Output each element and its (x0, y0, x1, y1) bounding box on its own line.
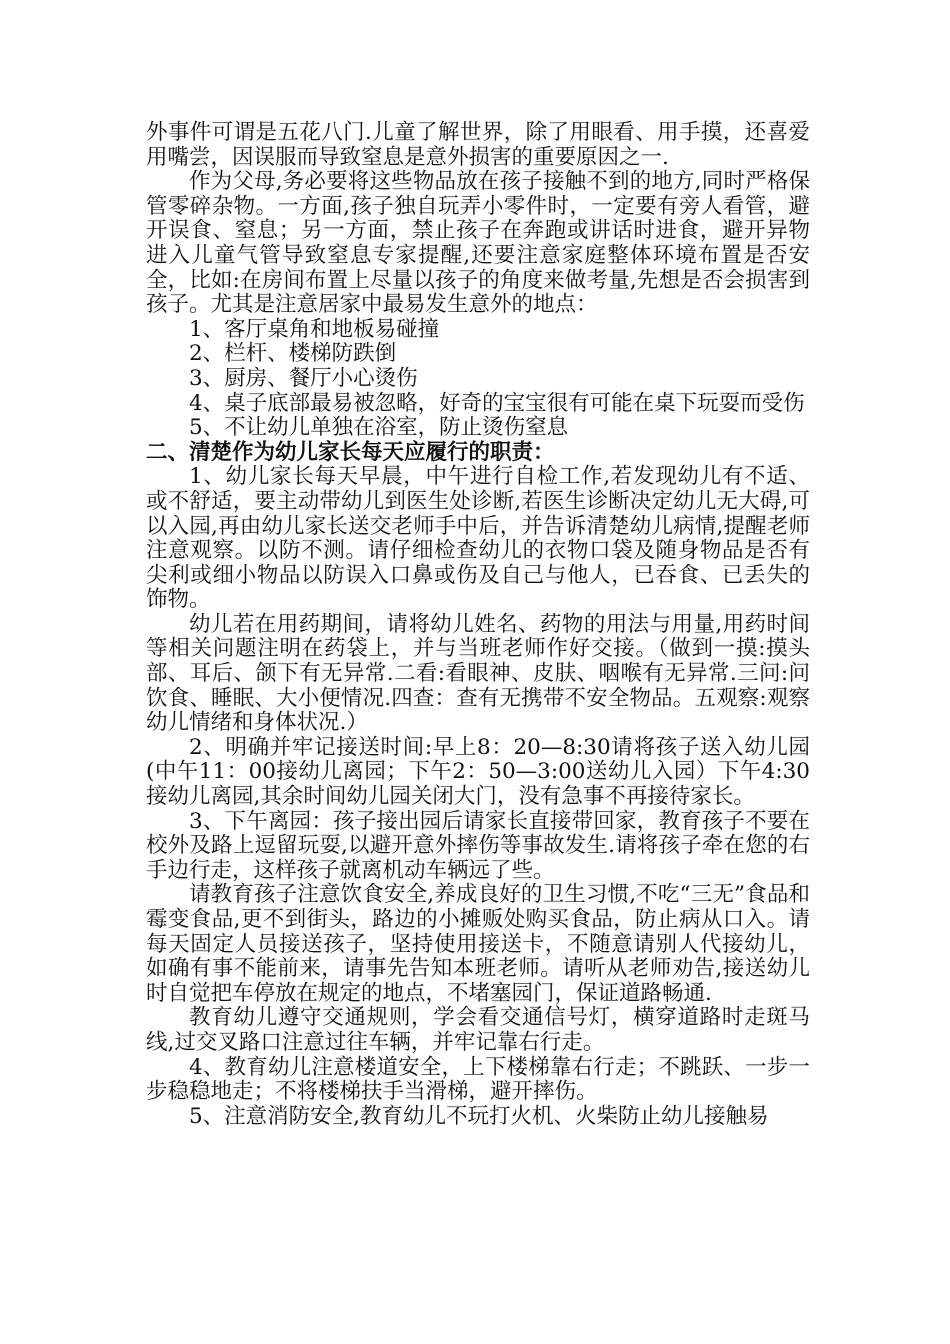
paragraph-duty-3: 3、下午离园：孩子接出园后请家长直接带回家，教育孩子不要在校外及路上逗留玩耍,以避开意外摔伤等事故发生.请将孩子牵在您的右手边行走，这样孩子就离机动车辆远了些。 (146, 808, 810, 883)
list-item-4: 4、桌子底部最易被忽略，好奇的宝宝很有可能在桌下玩耍而受伤 (189, 390, 805, 416)
paragraph-medication: 幼儿若在用药期间，请将幼儿姓名、药物的用法与用量,用药时间等相关问题注明在药袋上，并与当班老师作好交接。（做到一摸:摸头部、耳后、颌下有无异常.二看:看眼神、皮肤、咽喉有无异常.三问:问饮食、睡眠、大小便情况.四查：查有无携带不安全物品。五观察:观察幼儿情绪和身体状况.） (146, 611, 810, 736)
list-item-2: 2、栏杆、楼梯防跌倒 (189, 341, 397, 367)
paragraph-traffic: 教育幼儿遵守交通规则，学会看交通信号灯，横穿道路时走斑马线,过交叉路口注意过往车辆，并牢记靠右行走。 (146, 1005, 810, 1055)
paragraph-duty-1: 1、幼儿家长每天早晨，中午进行自检工作,若发现幼儿有不适、或不舒适，要主动带幼儿到医生处诊断,若医生诊断决定幼儿无大碍,可以入园,再由幼儿家长送交老师手中后，并告诉清楚幼儿病情,提醒老师注意观察。以防不测。请仔细检查幼儿的衣物口袋及随身物品是否有尖利或细小物品以防误入口鼻或伤及自己与他人，已吞食、已丢失的饰物。 (146, 464, 810, 613)
paragraph-2: 作为父母,务必要将这些物品放在孩子接触不到的地方,同时严格保管零碎杂物。一方面,孩子独自玩弄小零件时，一定要有旁人看管，避开误食、窒息；另一方面，禁止孩子在奔跑或讲话时进食，避开异物进入儿童气管导致窒息专家提醒,还要注意家庭整体环境布置是否安全，比如:在房间布置上尽量以孩子的角度来做考量,先想是否会损害到孩子。尤其是注意居家中最易发生意外的地点： (146, 169, 810, 318)
document-page (146, 121, 810, 1129)
paragraph-duty-2: 2、明确并牢记接送时间:早上8：20—8:30请将孩子送入幼儿园(中午11：00接幼儿离园；下午2：50—3:00送幼儿入园）下午4:30接幼儿离园,其余时间幼儿园关闭大门，没有急事不再接待家长。 (146, 734, 810, 810)
list-item-1: 1、客厅桌角和地板易碰撞 (189, 316, 440, 342)
section-heading: 二、清楚作为幼儿家长每天应履行的职责： (146, 439, 555, 465)
paragraph-food-safety: 请教育孩子注意饮食安全,养成良好的卫生习惯,不吃“三无”食品和霉变食品,更不到街头，路边的小摊贩处购买食品，防止病从口入。请每天固定人员接送孩子，坚持使用接送卡，不随意请别人代接幼儿，如确有事不能前来，请事先告知本班老师。请听从老师劝告,接送幼儿时自觉把车停放在规定的地点，不堵塞园门，保证道路畅通. (146, 882, 810, 1006)
paragraph-duty-4: 4、教育幼儿注意楼道安全，上下楼梯靠右行走；不跳跃、一步一步稳稳地走；不将楼梯扶手当滑梯，避开摔伤。 (146, 1054, 810, 1105)
paragraph-duty-5: 5、注意消防安全,教育幼儿不玩打火机、火柴防止幼儿接触易 (189, 1103, 769, 1129)
paragraph-1: 外事件可谓是五花八门.儿童了解世界，除了用眼看、用手摸，还喜爱用嘴尝，因误服而导致窒息是意外损害的重要原因之一. (146, 120, 810, 170)
list-item-3: 3、厨房、餐厅小心烫伤 (189, 365, 418, 391)
list-item-5: 5、不让幼儿单独在浴室，防止烫伤窒息 (189, 415, 569, 441)
